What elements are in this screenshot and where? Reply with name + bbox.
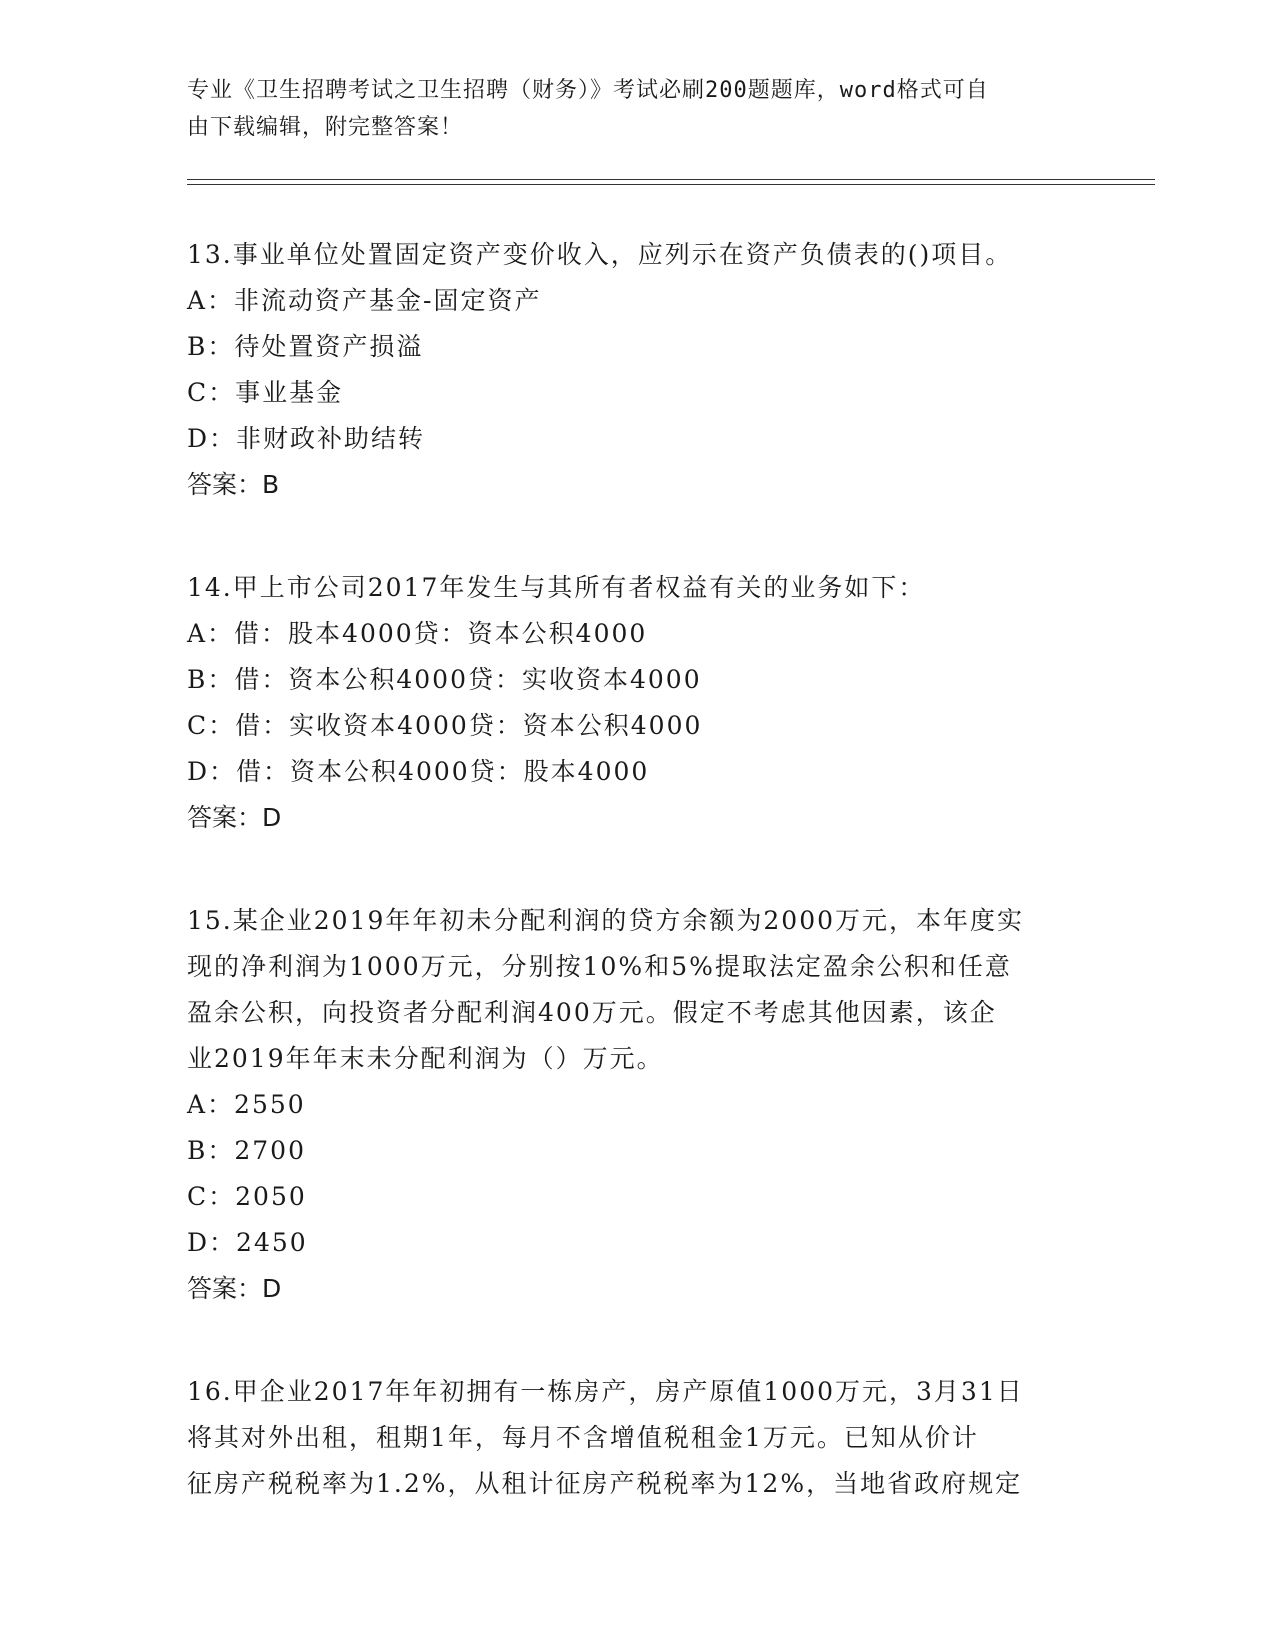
question-16	[187, 1369, 1087, 1507]
question-stem-line: 15.某企业2019年年初未分配利润的贷方余额为2000万元，本年度实	[187, 906, 1025, 935]
question-stem: 14.甲上市公司2017年发生与其所有者权益有关的业务如下：	[187, 573, 926, 602]
question-stem-line: 将其对外出租，租期1年，每月不含增值税租金1万元。已知从价计	[187, 1423, 979, 1452]
option-d: D：非财政补助结转	[187, 424, 426, 453]
option-d: D：2450	[187, 1228, 308, 1257]
option-b: B：待处置资产损溢	[187, 332, 424, 361]
option-c: C：事业基金	[187, 378, 344, 407]
option-d: D：借：资本公积4000贷：股本4000	[187, 757, 650, 786]
question-stem: 13.事业单位处置固定资产变价收入，应列示在资产负债表的()项目。	[187, 240, 1013, 269]
option-c: C：借：实收资本4000贷：资本公积4000	[187, 711, 703, 740]
answer-label: 答案：D	[187, 1274, 282, 1303]
option-b: B：2700	[187, 1136, 306, 1165]
header-line: 由下载编辑，附完整答案！	[187, 115, 464, 140]
document-header	[187, 72, 1067, 146]
question-stem-line: 16.甲企业2017年年初拥有一栋房产，房产原值1000万元，3月31日	[187, 1377, 1024, 1406]
question-stem-line: 盈余公积，向投资者分配利润400万元。假定不考虑其他因素，该企	[187, 998, 997, 1027]
option-b: B：借：资本公积4000贷：实收资本4000	[187, 665, 702, 694]
question-15	[187, 898, 1087, 1312]
option-c: C：2050	[187, 1182, 307, 1211]
option-a: A：借：股本4000贷：资本公积4000	[187, 619, 648, 648]
question-13	[187, 232, 1087, 508]
option-a: A：非流动资产基金-固定资产	[187, 286, 542, 315]
header-divider	[187, 179, 1155, 180]
question-stem-line: 征房产税税率为1.2%，从租计征房产税税率为12%，当地省政府规定	[187, 1469, 1023, 1498]
question-stem-line: 现的净利润为1000万元，分别按10%和5%提取法定盈余公积和任意	[187, 952, 1012, 981]
question-stem-line: 业2019年年末未分配利润为（）万元。	[187, 1044, 664, 1073]
header-line: 专业《卫生招聘考试之卫生招聘（财务）》考试必刷200题题库，word格式可自	[187, 78, 989, 103]
answer-label: 答案：B	[187, 470, 280, 499]
answer-label: 答案：D	[187, 803, 282, 832]
header-divider	[187, 184, 1155, 185]
option-a: A：2550	[187, 1090, 306, 1119]
question-14	[187, 565, 1087, 841]
question-list	[187, 232, 1087, 1564]
